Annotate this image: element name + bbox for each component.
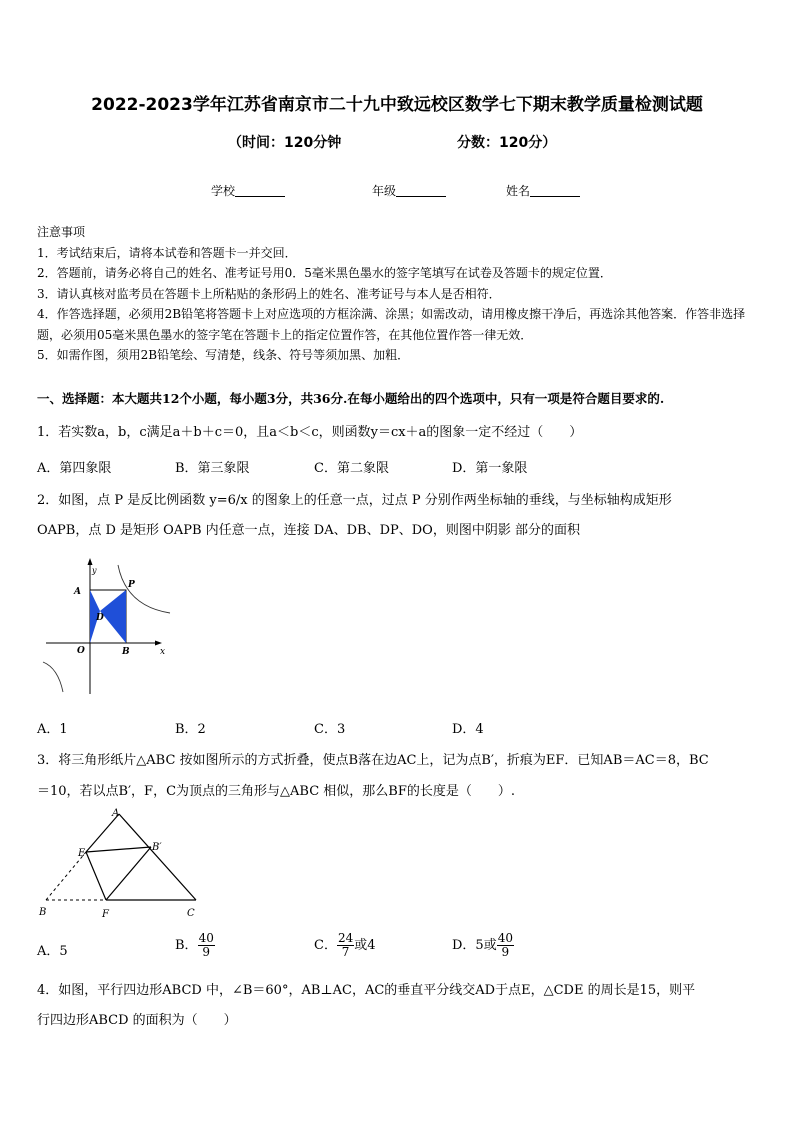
- name-label: 姓名: [506, 184, 531, 198]
- y-axis-arrow: [88, 558, 93, 565]
- note-item: 2．答题前，请务必将自己的姓名、准考证号用0．5毫米黑色墨水的签字笔填写在试卷及答题卡的规定位置．: [37, 266, 612, 280]
- denominator: 9: [202, 945, 211, 959]
- label-o: O: [77, 646, 85, 656]
- dashed-be: [46, 852, 86, 900]
- label-a: A: [74, 587, 81, 597]
- q2-option-d[interactable]: D．4: [452, 722, 484, 737]
- q3-option-c-fraction: [337, 932, 354, 959]
- q2-option-a[interactable]: A．1: [37, 722, 68, 737]
- exam-title: 2022-2023学年江苏省南京市二十九中致远校区数学七下期末教学质量检测试题: [91, 95, 703, 115]
- name-blank[interactable]: [530, 184, 580, 197]
- q3-option-b[interactable]: [175, 932, 215, 959]
- q3-option-d-prefix: D．5或: [452, 938, 497, 953]
- q3-option-b-fraction: [198, 932, 215, 959]
- school-label: 学校: [211, 184, 236, 198]
- q3-option-c[interactable]: [314, 932, 376, 959]
- side-ae: [86, 814, 119, 852]
- question-1-options: [37, 457, 757, 479]
- q2-figure: [38, 556, 178, 696]
- label-x: x: [160, 647, 166, 657]
- label-b-prime: B′: [152, 842, 162, 853]
- x-axis-arrow: [155, 641, 162, 646]
- notes-heading: 注意事项: [37, 225, 86, 239]
- q2-option-c[interactable]: C．3: [314, 722, 346, 737]
- label-d: D: [96, 613, 104, 623]
- q3-figure: [36, 806, 206, 922]
- shaded-triangle-pbd: [100, 590, 126, 643]
- question-3-line-2: ＝10，若以点B′，F，C为顶点的三角形与△ABC 相似，那么BF的长度是（ ）.: [37, 784, 515, 799]
- exam-time: （时间：120分钟: [228, 135, 342, 151]
- numerator: 40: [497, 931, 513, 945]
- label-e: E: [78, 848, 86, 859]
- label-c: C: [187, 908, 195, 919]
- numerator: 40: [198, 931, 214, 945]
- exam-score: 分数：120分）: [457, 135, 557, 151]
- note-item: 4．作答选择题，必须用2B铅笔将答题卡上对应选项的方框涂满、涂黑；如需改动，请用橡皮擦干净后，再选涂其他答案．作答非选择题，必须用05毫米黑色墨水的签字笔在答题卡上的指定位置作答，在其他位置作答一律无效．: [37, 307, 746, 342]
- question-1-text: 1．若实数a，b，c满足a＋b＋c＝0，且a＜b＜c，则函数y＝cx＋a的图象一定不经过（ ）: [37, 425, 583, 440]
- side-ac: [119, 814, 196, 900]
- notes: [37, 222, 757, 366]
- segment-eb1: [86, 847, 151, 852]
- denominator: 9: [501, 945, 510, 959]
- question-2-line-1: 2．如图，点 P 是反比例函数 y=6/x 的图象上的任意一点，过点 P 分别作两坐标轴的垂线，与坐标轴构成矩形: [37, 493, 672, 508]
- label-f: F: [102, 909, 109, 920]
- q1-option-a[interactable]: A．第四象限: [37, 461, 112, 476]
- segment-b1f: [106, 847, 151, 900]
- denominator: 7: [341, 945, 350, 959]
- question-3-line-1: 3．将三角形纸片△ABC 按如图所示的方式折叠，使点B落在边AC上，记为点B′，折痕为EF．已知AB＝AC＝8，BC: [37, 753, 709, 768]
- question-4-line-1: 4．如图，平行四边形ABCD 中，∠B＝60°，AB⊥AC，AC的垂直平分线交AD于点E，△CDE 的周长是15，则平: [37, 983, 696, 998]
- fold-line-ef: [86, 852, 106, 900]
- q1-option-d[interactable]: D．第一象限: [452, 461, 528, 476]
- q1-option-b[interactable]: B．第三象限: [175, 461, 250, 476]
- grade-label: 年级: [372, 184, 397, 198]
- q3-option-b-prefix: B．: [175, 938, 198, 953]
- q3-option-d-fraction: [497, 932, 514, 959]
- school-blank[interactable]: [235, 184, 285, 197]
- label-p: P: [128, 580, 135, 590]
- hyperbola-branch-2: [43, 662, 63, 692]
- label-b: B: [39, 907, 47, 918]
- label-b: B: [122, 647, 130, 657]
- note-item: 3．请认真核对监考员在答题卡上所粘贴的条形码上的姓名、准考证号与本人是否相符．: [37, 286, 501, 301]
- grade-blank[interactable]: [396, 184, 446, 197]
- q3-option-a[interactable]: A．5: [37, 944, 68, 959]
- label-y: y: [92, 566, 97, 575]
- label-a: A: [112, 808, 120, 819]
- section-heading: 一、选择题：本大题共12个小题，每小题3分，共36分.在每小题给出的四个选项中，只有一项是符合题目要求的.: [37, 391, 665, 406]
- q3-option-d[interactable]: [452, 932, 514, 959]
- question-2-line-2: OAPB，点 D 是矩形 OAPB 内任意一点，连接 DA、DB、DP、DO，则图中阴影 部分的面积: [37, 523, 580, 538]
- q2-option-b[interactable]: B．2: [175, 722, 206, 737]
- q3-option-c-suffix: 或4: [354, 938, 376, 953]
- note-item: 5．如需作图，须用2B铅笔绘、写清楚，线条、符号等须加黑、加粗．: [37, 348, 410, 362]
- note-item: 1．考试结束后，请将本试卷和答题卡一并交回．: [37, 245, 297, 260]
- question-4-line-2: 行四边形ABCD 的面积为（ ）: [37, 1013, 237, 1028]
- q3-option-c-prefix: C．: [314, 938, 337, 953]
- question-3-options: [37, 932, 757, 968]
- numerator: 24: [337, 931, 354, 945]
- q1-option-c[interactable]: C．第二象限: [314, 461, 389, 476]
- question-2-options: [37, 718, 757, 740]
